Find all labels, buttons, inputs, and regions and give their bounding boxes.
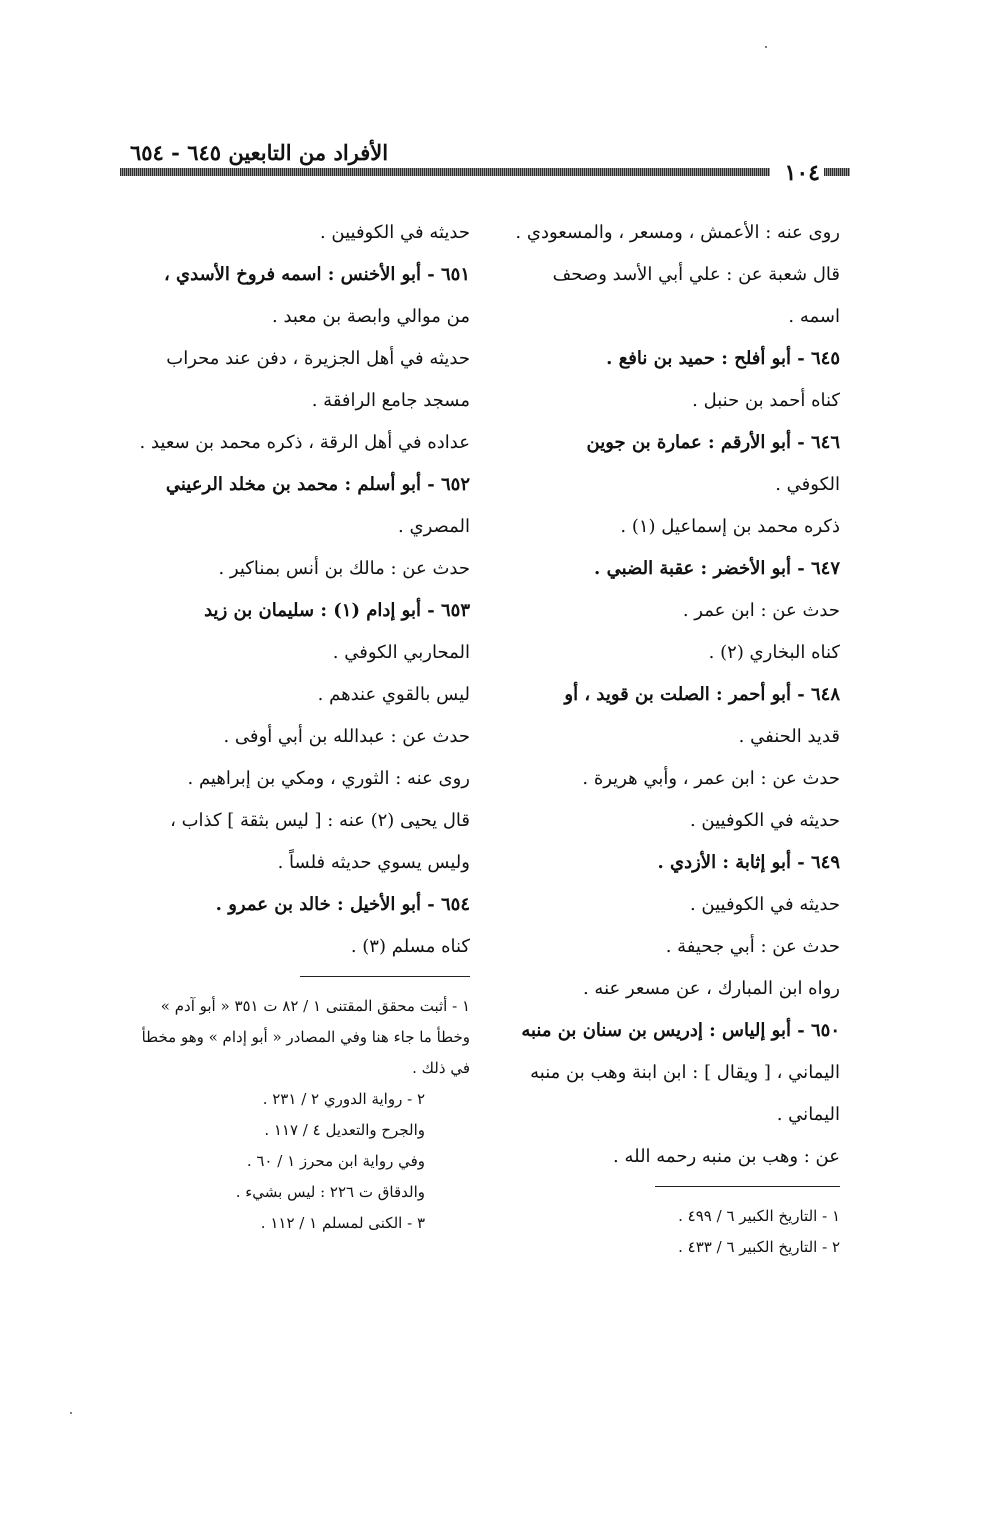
footnote: ١ - أثبت محقق المقتنى ١ / ٨٢ ت ٣٥١ « أبو آدم » xyxy=(160,997,470,1015)
text-line: ذكره محمد بن إسماعيل (١) . xyxy=(620,516,840,537)
text-line: مسجد جامع الرافقة . xyxy=(311,390,470,411)
text-line: اليماني . xyxy=(776,1104,840,1125)
footnote: وفي رواية ابن محرز ١ / ٦٠ . xyxy=(246,1152,425,1170)
text-line: قديد الحنفي . xyxy=(738,726,840,747)
footnote: والدقاق ت ٢٢٦ : ليس بشيء . xyxy=(235,1183,425,1201)
text-line: حدث عن : ابن عمر ، وأبي هريرة . xyxy=(582,768,840,789)
text-line: عن : وهب بن منبه رحمه الله . xyxy=(613,1146,840,1167)
right-column xyxy=(505,212,840,1263)
text-line: الكوفي . xyxy=(775,474,840,495)
page-header xyxy=(120,138,850,186)
footnote-rule xyxy=(300,976,470,977)
entry-heading-648: ٦٤٨ - أبو أحمر : الصلت بن قويد ، أو xyxy=(564,684,840,705)
text-line: اليماني ، [ ويقال ] : ابن ابنة وهب بن منبه xyxy=(530,1062,840,1083)
footnote: والجرح والتعديل ٤ / ١١٧ . xyxy=(264,1121,425,1139)
entry-heading-654: ٦٥٤ - أبو الأخيل : خالد بن عمرو . xyxy=(215,894,470,915)
text-line: عداده في أهل الرقة ، ذكره محمد بن سعيد . xyxy=(139,432,470,453)
text-line: ليس بالقوي عندهم . xyxy=(317,684,470,705)
entry-heading-649: ٦٤٩ - أبو إثابة : الأزدي . xyxy=(657,852,840,873)
text-line: حديثه في الكوفيين . xyxy=(689,894,840,915)
text-line: حديثه في أهل الجزيرة ، دفن عند محراب xyxy=(166,348,470,369)
text-line: حدث عن : عبدالله بن أبي أوفى . xyxy=(223,726,470,747)
entry-heading-653: ٦٥٣ - أبو إدام (١) : سليمان بن زيد xyxy=(204,600,470,621)
entry-heading-646: ٦٤٦ - أبو الأرقم : عمارة بن جوين xyxy=(586,432,840,453)
text-line: كناه مسلم (٣) . xyxy=(350,936,470,957)
text-line: وليس يسوي حديثه فلساً . xyxy=(277,852,470,873)
text-line: روى عنه : الثوري ، ومكي بن إبراهيم . xyxy=(187,768,470,789)
text-line: روى عنه : الأعمش ، ومسعر ، والمسعودي . xyxy=(515,222,840,243)
entry-heading-645: ٦٤٥ - أبو أفلح : حميد بن نافع . xyxy=(606,348,840,369)
entry-heading-647: ٦٤٧ - أبو الأخضر : عقبة الضبي . xyxy=(594,558,840,579)
text-line: كناه البخاري (٢) . xyxy=(708,642,840,663)
text-line: قال شعبة عن : علي أبي الأسد وصحف xyxy=(552,264,840,285)
entry-heading-651: ٦٥١ - أبو الأخنس : اسمه فروخ الأسدي ، xyxy=(163,264,470,285)
scan-speck xyxy=(765,46,767,48)
footnote: ١ - التاريخ الكبير ٦ / ٤٩٩ . xyxy=(678,1207,840,1225)
text-line: اسمه . xyxy=(788,306,840,327)
scan-speck xyxy=(70,1412,72,1414)
left-column xyxy=(135,212,470,1239)
text-line: حدث عن : مالك بن أنس بمناكير . xyxy=(218,558,470,579)
footnote: ٢ - رواية الدوري ٢ / ٢٣١ . xyxy=(262,1090,425,1108)
entry-heading-652: ٦٥٢ - أبو أسلم : محمد بن مخلد الرعيني xyxy=(165,474,470,495)
text-line: من موالي وابصة بن معبد . xyxy=(272,306,470,327)
text-line: رواه ابن المبارك ، عن مسعر عنه . xyxy=(582,978,840,999)
footnote-rule xyxy=(655,1186,840,1187)
page-number-rule xyxy=(824,168,850,176)
header-rule xyxy=(120,168,770,176)
running-title: الأفراد من التابعين ٦٤٥ - ٦٥٤ xyxy=(130,140,389,165)
text-line: حدث عن : أبي جحيفة . xyxy=(665,936,840,957)
footnote: وخطأ ما جاء هنا وفي المصادر « أبو إدام » وهو مخطأ xyxy=(141,1028,470,1046)
text-line: كناه أحمد بن حنبل . xyxy=(692,390,840,411)
text-line: المصري . xyxy=(398,516,470,537)
footnote: ٢ - التاريخ الكبير ٦ / ٤٣٣ . xyxy=(678,1238,840,1256)
text-line: حديثه في الكوفيين . xyxy=(319,222,470,243)
text-line: حدث عن : ابن عمر . xyxy=(682,600,840,621)
footnote: في ذلك . xyxy=(412,1059,470,1077)
entry-heading-650: ٦٥٠ - أبو إلياس : إدريس بن سنان بن منبه xyxy=(521,1020,840,1041)
page-number: ١٠٤ xyxy=(784,160,820,186)
text-line: حديثه في الكوفيين . xyxy=(689,810,840,831)
text-line: المحاربي الكوفي . xyxy=(332,642,470,663)
text-line: قال يحيى (٢) عنه : [ ليس بثقة ] كذاب ، xyxy=(170,810,470,831)
footnote: ٣ - الكنى لمسلم ١ / ١١٢ . xyxy=(260,1214,425,1232)
